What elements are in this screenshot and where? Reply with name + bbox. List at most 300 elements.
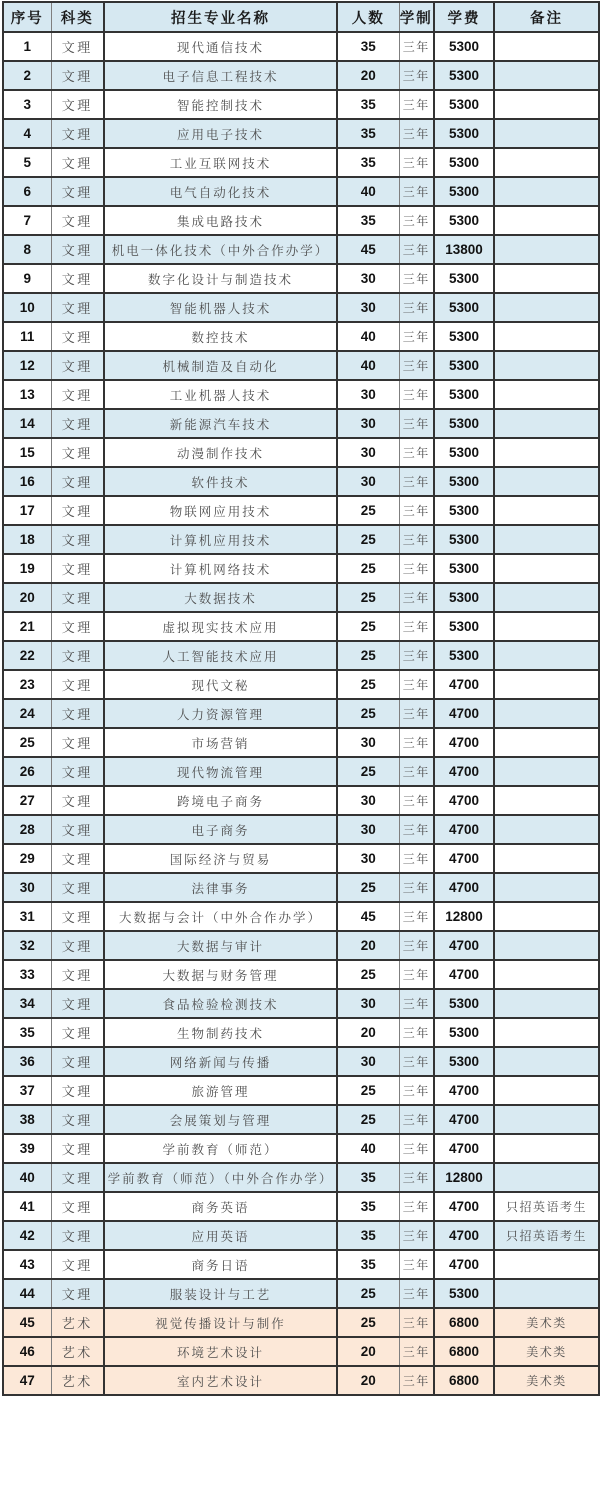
cell-major: 现代物流管理 bbox=[104, 757, 337, 786]
cell-duration: 三年 bbox=[399, 844, 434, 873]
cell-fee: 4700 bbox=[434, 1105, 494, 1134]
cell-note bbox=[494, 61, 599, 90]
table-row bbox=[3, 1308, 599, 1337]
cell-fee: 4700 bbox=[434, 757, 494, 786]
cell-no: 34 bbox=[3, 989, 51, 1018]
cell-duration: 三年 bbox=[399, 1337, 434, 1366]
cell-fee: 6800 bbox=[434, 1337, 494, 1366]
cell-major: 电子商务 bbox=[104, 815, 337, 844]
cell-category: 文理 bbox=[51, 1250, 104, 1279]
cell-no: 15 bbox=[3, 438, 51, 467]
header-row bbox=[3, 2, 599, 32]
cell-category: 文理 bbox=[51, 960, 104, 989]
cell-category: 文理 bbox=[51, 873, 104, 902]
table-row bbox=[3, 525, 599, 554]
cell-fee: 12800 bbox=[434, 1163, 494, 1192]
table-row bbox=[3, 612, 599, 641]
cell-category: 文理 bbox=[51, 119, 104, 148]
admissions-table bbox=[2, 1, 600, 1396]
cell-duration: 三年 bbox=[399, 409, 434, 438]
table-row bbox=[3, 32, 599, 61]
cell-category: 文理 bbox=[51, 786, 104, 815]
cell-count: 25 bbox=[337, 1105, 399, 1134]
cell-note bbox=[494, 235, 599, 264]
cell-category: 文理 bbox=[51, 1221, 104, 1250]
cell-fee: 5300 bbox=[434, 148, 494, 177]
cell-major: 服装设计与工艺 bbox=[104, 1279, 337, 1308]
cell-category: 文理 bbox=[51, 728, 104, 757]
cell-duration: 三年 bbox=[399, 32, 434, 61]
cell-category: 文理 bbox=[51, 467, 104, 496]
table-body bbox=[3, 32, 599, 1395]
cell-note bbox=[494, 902, 599, 931]
cell-note bbox=[494, 931, 599, 960]
table-row bbox=[3, 1076, 599, 1105]
cell-duration: 三年 bbox=[399, 1018, 434, 1047]
cell-note bbox=[494, 641, 599, 670]
cell-duration: 三年 bbox=[399, 699, 434, 728]
cell-no: 45 bbox=[3, 1308, 51, 1337]
cell-note bbox=[494, 496, 599, 525]
table-row bbox=[3, 583, 599, 612]
cell-no: 8 bbox=[3, 235, 51, 264]
cell-no: 38 bbox=[3, 1105, 51, 1134]
cell-no: 37 bbox=[3, 1076, 51, 1105]
cell-duration: 三年 bbox=[399, 1192, 434, 1221]
cell-duration: 三年 bbox=[399, 293, 434, 322]
cell-fee: 12800 bbox=[434, 902, 494, 931]
table-row bbox=[3, 1047, 599, 1076]
cell-count: 25 bbox=[337, 554, 399, 583]
cell-note bbox=[494, 206, 599, 235]
cell-count: 40 bbox=[337, 177, 399, 206]
cell-no: 44 bbox=[3, 1279, 51, 1308]
table-row bbox=[3, 902, 599, 931]
cell-count: 25 bbox=[337, 960, 399, 989]
cell-count: 25 bbox=[337, 525, 399, 554]
cell-category: 艺术 bbox=[51, 1366, 104, 1395]
cell-note bbox=[494, 1076, 599, 1105]
cell-count: 20 bbox=[337, 1018, 399, 1047]
cell-count: 25 bbox=[337, 612, 399, 641]
col-header-category: 科类 bbox=[51, 2, 104, 32]
cell-fee: 4700 bbox=[434, 786, 494, 815]
table-row bbox=[3, 670, 599, 699]
cell-major: 旅游管理 bbox=[104, 1076, 337, 1105]
cell-note bbox=[494, 1134, 599, 1163]
cell-count: 35 bbox=[337, 1163, 399, 1192]
cell-category: 文理 bbox=[51, 1047, 104, 1076]
cell-fee: 5300 bbox=[434, 467, 494, 496]
cell-duration: 三年 bbox=[399, 554, 434, 583]
cell-fee: 4700 bbox=[434, 699, 494, 728]
cell-major: 食品检验检测技术 bbox=[104, 989, 337, 1018]
cell-fee: 4700 bbox=[434, 931, 494, 960]
cell-major: 商务日语 bbox=[104, 1250, 337, 1279]
cell-category: 艺术 bbox=[51, 1337, 104, 1366]
cell-fee: 5300 bbox=[434, 322, 494, 351]
cell-fee: 5300 bbox=[434, 438, 494, 467]
cell-note bbox=[494, 728, 599, 757]
cell-count: 40 bbox=[337, 351, 399, 380]
cell-note bbox=[494, 148, 599, 177]
cell-category: 文理 bbox=[51, 351, 104, 380]
cell-major: 机械制造及自动化 bbox=[104, 351, 337, 380]
cell-category: 文理 bbox=[51, 699, 104, 728]
cell-category: 文理 bbox=[51, 32, 104, 61]
cell-count: 45 bbox=[337, 902, 399, 931]
cell-count: 30 bbox=[337, 815, 399, 844]
table-row bbox=[3, 496, 599, 525]
cell-note bbox=[494, 989, 599, 1018]
table-row bbox=[3, 409, 599, 438]
cell-no: 16 bbox=[3, 467, 51, 496]
cell-count: 35 bbox=[337, 1250, 399, 1279]
table-row bbox=[3, 61, 599, 90]
cell-duration: 三年 bbox=[399, 1134, 434, 1163]
table-row bbox=[3, 728, 599, 757]
cell-major: 工业互联网技术 bbox=[104, 148, 337, 177]
table-row bbox=[3, 264, 599, 293]
cell-no: 21 bbox=[3, 612, 51, 641]
cell-no: 43 bbox=[3, 1250, 51, 1279]
cell-duration: 三年 bbox=[399, 90, 434, 119]
cell-major: 数控技术 bbox=[104, 322, 337, 351]
cell-duration: 三年 bbox=[399, 989, 434, 1018]
cell-major: 法律事务 bbox=[104, 873, 337, 902]
cell-count: 30 bbox=[337, 380, 399, 409]
cell-duration: 三年 bbox=[399, 206, 434, 235]
cell-no: 6 bbox=[3, 177, 51, 206]
cell-major: 网络新闻与传播 bbox=[104, 1047, 337, 1076]
cell-duration: 三年 bbox=[399, 815, 434, 844]
cell-major: 数字化设计与制造技术 bbox=[104, 264, 337, 293]
cell-no: 32 bbox=[3, 931, 51, 960]
cell-fee: 5300 bbox=[434, 351, 494, 380]
cell-note bbox=[494, 1279, 599, 1308]
cell-duration: 三年 bbox=[399, 670, 434, 699]
cell-fee: 4700 bbox=[434, 1076, 494, 1105]
table-row bbox=[3, 1134, 599, 1163]
cell-note bbox=[494, 757, 599, 786]
cell-duration: 三年 bbox=[399, 1250, 434, 1279]
cell-note bbox=[494, 467, 599, 496]
cell-fee: 5300 bbox=[434, 32, 494, 61]
cell-major: 集成电路技术 bbox=[104, 206, 337, 235]
cell-count: 30 bbox=[337, 728, 399, 757]
cell-category: 文理 bbox=[51, 206, 104, 235]
cell-category: 文理 bbox=[51, 322, 104, 351]
cell-count: 30 bbox=[337, 844, 399, 873]
cell-category: 文理 bbox=[51, 641, 104, 670]
cell-no: 4 bbox=[3, 119, 51, 148]
cell-duration: 三年 bbox=[399, 757, 434, 786]
cell-note bbox=[494, 380, 599, 409]
cell-major: 机电一体化技术（中外合作办学） bbox=[104, 235, 337, 264]
cell-duration: 三年 bbox=[399, 380, 434, 409]
cell-major: 新能源汽车技术 bbox=[104, 409, 337, 438]
cell-category: 文理 bbox=[51, 989, 104, 1018]
col-header-fee: 学费 bbox=[434, 2, 494, 32]
cell-no: 42 bbox=[3, 1221, 51, 1250]
cell-category: 文理 bbox=[51, 554, 104, 583]
cell-category: 文理 bbox=[51, 90, 104, 119]
cell-fee: 5300 bbox=[434, 119, 494, 148]
table-row bbox=[3, 90, 599, 119]
cell-fee: 5300 bbox=[434, 1047, 494, 1076]
table-row bbox=[3, 786, 599, 815]
cell-no: 27 bbox=[3, 786, 51, 815]
cell-category: 文理 bbox=[51, 1279, 104, 1308]
cell-note bbox=[494, 844, 599, 873]
cell-no: 33 bbox=[3, 960, 51, 989]
cell-major: 视觉传播设计与制作 bbox=[104, 1308, 337, 1337]
cell-duration: 三年 bbox=[399, 1366, 434, 1395]
cell-duration: 三年 bbox=[399, 438, 434, 467]
cell-category: 文理 bbox=[51, 815, 104, 844]
table-row bbox=[3, 177, 599, 206]
cell-note bbox=[494, 525, 599, 554]
cell-duration: 三年 bbox=[399, 148, 434, 177]
cell-category: 艺术 bbox=[51, 1308, 104, 1337]
cell-no: 14 bbox=[3, 409, 51, 438]
cell-count: 25 bbox=[337, 873, 399, 902]
cell-category: 文理 bbox=[51, 902, 104, 931]
cell-note bbox=[494, 1250, 599, 1279]
cell-category: 文理 bbox=[51, 177, 104, 206]
cell-count: 35 bbox=[337, 32, 399, 61]
cell-major: 会展策划与管理 bbox=[104, 1105, 337, 1134]
cell-category: 文理 bbox=[51, 1192, 104, 1221]
cell-no: 22 bbox=[3, 641, 51, 670]
cell-count: 25 bbox=[337, 496, 399, 525]
cell-fee: 6800 bbox=[434, 1308, 494, 1337]
table-row bbox=[3, 757, 599, 786]
cell-category: 文理 bbox=[51, 844, 104, 873]
cell-fee: 5300 bbox=[434, 293, 494, 322]
cell-major: 虚拟现实技术应用 bbox=[104, 612, 337, 641]
table-row bbox=[3, 1337, 599, 1366]
cell-note bbox=[494, 1105, 599, 1134]
cell-fee: 4700 bbox=[434, 815, 494, 844]
cell-count: 30 bbox=[337, 989, 399, 1018]
cell-no: 5 bbox=[3, 148, 51, 177]
cell-note bbox=[494, 960, 599, 989]
cell-fee: 5300 bbox=[434, 583, 494, 612]
cell-fee: 4700 bbox=[434, 670, 494, 699]
cell-count: 25 bbox=[337, 699, 399, 728]
cell-count: 40 bbox=[337, 322, 399, 351]
cell-count: 35 bbox=[337, 206, 399, 235]
cell-count: 35 bbox=[337, 119, 399, 148]
cell-duration: 三年 bbox=[399, 322, 434, 351]
table-row bbox=[3, 206, 599, 235]
cell-category: 文理 bbox=[51, 525, 104, 554]
cell-no: 30 bbox=[3, 873, 51, 902]
table-row bbox=[3, 438, 599, 467]
cell-no: 29 bbox=[3, 844, 51, 873]
cell-no: 36 bbox=[3, 1047, 51, 1076]
table-row bbox=[3, 380, 599, 409]
cell-note bbox=[494, 583, 599, 612]
cell-no: 3 bbox=[3, 90, 51, 119]
cell-duration: 三年 bbox=[399, 1308, 434, 1337]
cell-no: 9 bbox=[3, 264, 51, 293]
cell-duration: 三年 bbox=[399, 467, 434, 496]
cell-no: 41 bbox=[3, 1192, 51, 1221]
cell-major: 智能控制技术 bbox=[104, 90, 337, 119]
table-row bbox=[3, 119, 599, 148]
table-row bbox=[3, 1250, 599, 1279]
cell-no: 26 bbox=[3, 757, 51, 786]
cell-note bbox=[494, 438, 599, 467]
cell-count: 35 bbox=[337, 148, 399, 177]
cell-note bbox=[494, 293, 599, 322]
cell-count: 25 bbox=[337, 1076, 399, 1105]
cell-count: 35 bbox=[337, 1221, 399, 1250]
cell-major: 现代通信技术 bbox=[104, 32, 337, 61]
cell-major: 环境艺术设计 bbox=[104, 1337, 337, 1366]
cell-count: 30 bbox=[337, 467, 399, 496]
table-row bbox=[3, 293, 599, 322]
cell-note bbox=[494, 351, 599, 380]
cell-note bbox=[494, 873, 599, 902]
cell-no: 19 bbox=[3, 554, 51, 583]
cell-note bbox=[494, 264, 599, 293]
cell-no: 46 bbox=[3, 1337, 51, 1366]
cell-major: 生物制药技术 bbox=[104, 1018, 337, 1047]
cell-fee: 4700 bbox=[434, 1192, 494, 1221]
cell-category: 文理 bbox=[51, 583, 104, 612]
cell-fee: 5300 bbox=[434, 409, 494, 438]
cell-no: 12 bbox=[3, 351, 51, 380]
cell-duration: 三年 bbox=[399, 786, 434, 815]
cell-category: 文理 bbox=[51, 670, 104, 699]
cell-note bbox=[494, 670, 599, 699]
cell-note bbox=[494, 1163, 599, 1192]
cell-duration: 三年 bbox=[399, 119, 434, 148]
cell-major: 电子信息工程技术 bbox=[104, 61, 337, 90]
cell-category: 文理 bbox=[51, 1076, 104, 1105]
cell-major: 室内艺术设计 bbox=[104, 1366, 337, 1395]
cell-no: 2 bbox=[3, 61, 51, 90]
cell-no: 31 bbox=[3, 902, 51, 931]
cell-major: 电气自动化技术 bbox=[104, 177, 337, 206]
cell-note bbox=[494, 815, 599, 844]
cell-duration: 三年 bbox=[399, 235, 434, 264]
cell-count: 20 bbox=[337, 61, 399, 90]
cell-note: 美术类 bbox=[494, 1337, 599, 1366]
cell-count: 25 bbox=[337, 583, 399, 612]
col-header-count: 人数 bbox=[337, 2, 399, 32]
cell-no: 10 bbox=[3, 293, 51, 322]
cell-major: 市场营销 bbox=[104, 728, 337, 757]
cell-fee: 5300 bbox=[434, 554, 494, 583]
cell-duration: 三年 bbox=[399, 931, 434, 960]
cell-duration: 三年 bbox=[399, 1105, 434, 1134]
cell-no: 20 bbox=[3, 583, 51, 612]
cell-count: 30 bbox=[337, 1047, 399, 1076]
cell-count: 20 bbox=[337, 1366, 399, 1395]
table-row bbox=[3, 815, 599, 844]
cell-no: 18 bbox=[3, 525, 51, 554]
cell-fee: 5300 bbox=[434, 264, 494, 293]
cell-no: 40 bbox=[3, 1163, 51, 1192]
table-row bbox=[3, 554, 599, 583]
cell-note bbox=[494, 119, 599, 148]
cell-no: 17 bbox=[3, 496, 51, 525]
cell-count: 25 bbox=[337, 757, 399, 786]
cell-major: 工业机器人技术 bbox=[104, 380, 337, 409]
table-row bbox=[3, 873, 599, 902]
cell-major: 动漫制作技术 bbox=[104, 438, 337, 467]
cell-major: 大数据与会计（中外合作办学） bbox=[104, 902, 337, 931]
table-row bbox=[3, 322, 599, 351]
table-row bbox=[3, 1163, 599, 1192]
cell-major: 人工智能技术应用 bbox=[104, 641, 337, 670]
cell-no: 13 bbox=[3, 380, 51, 409]
cell-count: 25 bbox=[337, 641, 399, 670]
table-row bbox=[3, 148, 599, 177]
cell-major: 学前教育（师范）（中外合作办学） bbox=[104, 1163, 337, 1192]
cell-no: 35 bbox=[3, 1018, 51, 1047]
cell-fee: 5300 bbox=[434, 1279, 494, 1308]
table-row bbox=[3, 844, 599, 873]
cell-note: 只招英语考生 bbox=[494, 1221, 599, 1250]
cell-note bbox=[494, 90, 599, 119]
cell-no: 11 bbox=[3, 322, 51, 351]
cell-category: 文理 bbox=[51, 235, 104, 264]
cell-note bbox=[494, 322, 599, 351]
cell-no: 39 bbox=[3, 1134, 51, 1163]
cell-major: 现代文秘 bbox=[104, 670, 337, 699]
cell-major: 人力资源管理 bbox=[104, 699, 337, 728]
cell-count: 30 bbox=[337, 293, 399, 322]
cell-count: 40 bbox=[337, 1134, 399, 1163]
cell-major: 物联网应用技术 bbox=[104, 496, 337, 525]
table-row bbox=[3, 351, 599, 380]
cell-fee: 4700 bbox=[434, 873, 494, 902]
cell-no: 7 bbox=[3, 206, 51, 235]
cell-major: 国际经济与贸易 bbox=[104, 844, 337, 873]
cell-note bbox=[494, 612, 599, 641]
cell-count: 35 bbox=[337, 1192, 399, 1221]
cell-category: 文理 bbox=[51, 496, 104, 525]
cell-duration: 三年 bbox=[399, 728, 434, 757]
cell-duration: 三年 bbox=[399, 873, 434, 902]
table-row bbox=[3, 235, 599, 264]
table-row bbox=[3, 931, 599, 960]
cell-no: 47 bbox=[3, 1366, 51, 1395]
table-row bbox=[3, 1192, 599, 1221]
cell-note bbox=[494, 32, 599, 61]
cell-note bbox=[494, 699, 599, 728]
cell-count: 30 bbox=[337, 438, 399, 467]
table-row bbox=[3, 1018, 599, 1047]
cell-fee: 5300 bbox=[434, 90, 494, 119]
table-row bbox=[3, 960, 599, 989]
table-row bbox=[3, 1105, 599, 1134]
cell-fee: 4700 bbox=[434, 1221, 494, 1250]
cell-fee: 4700 bbox=[434, 1250, 494, 1279]
cell-count: 30 bbox=[337, 786, 399, 815]
col-header-duration: 学制 bbox=[399, 2, 434, 32]
cell-fee: 5300 bbox=[434, 206, 494, 235]
cell-major: 计算机网络技术 bbox=[104, 554, 337, 583]
cell-category: 文理 bbox=[51, 293, 104, 322]
cell-category: 文理 bbox=[51, 1018, 104, 1047]
cell-major: 计算机应用技术 bbox=[104, 525, 337, 554]
